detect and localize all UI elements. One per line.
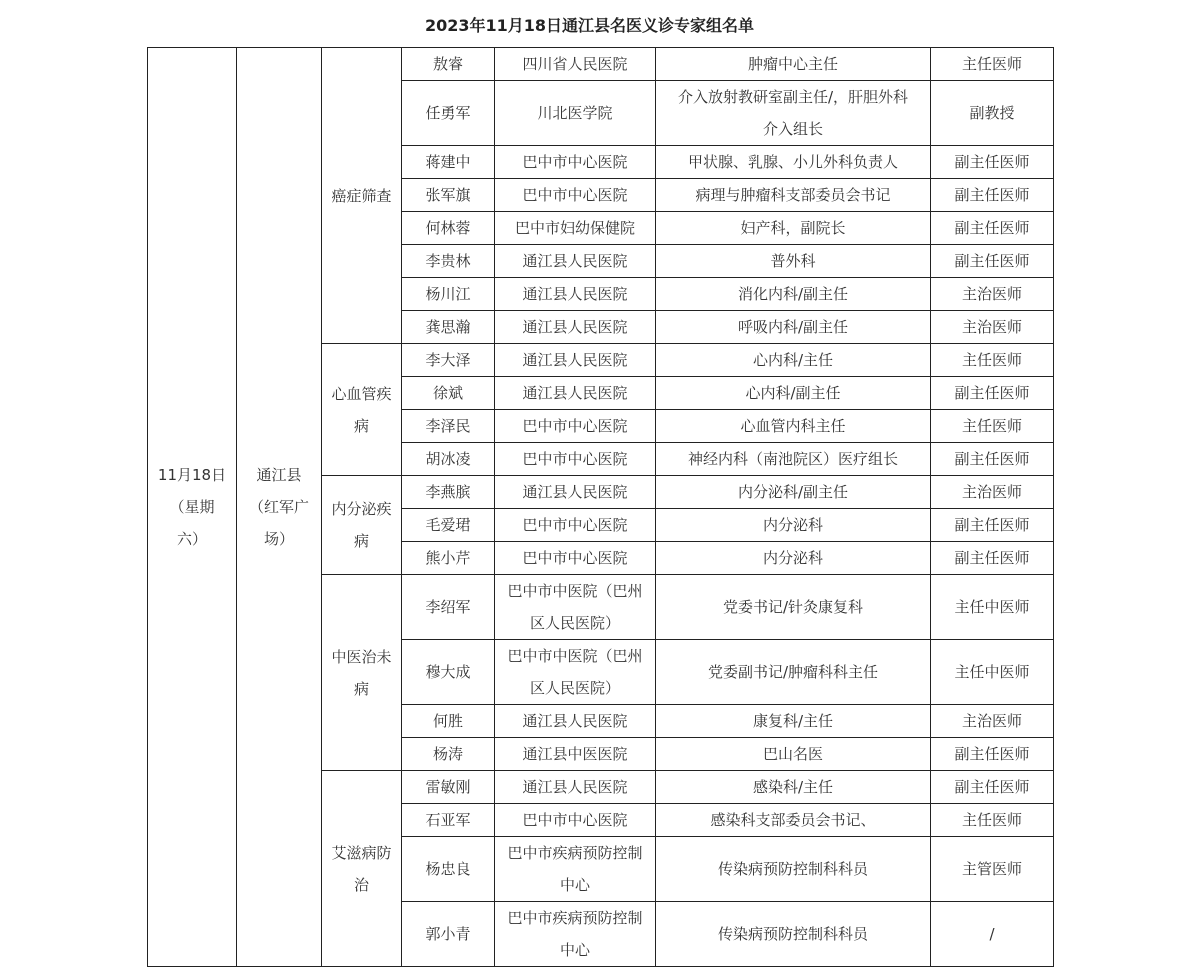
expert-name: 杨涛	[402, 738, 495, 771]
expert-name: 李大泽	[402, 344, 495, 377]
professional-title: 主任医师	[931, 410, 1054, 443]
department-cell-text: 妇产科，副院长	[740, 219, 846, 237]
department-cell	[656, 771, 931, 804]
professional-title: 主任医师	[931, 48, 1054, 81]
hospital-cell	[495, 902, 656, 967]
expert-name: 杨忠良	[402, 837, 495, 902]
department-cell	[656, 575, 931, 640]
department-cell-text: 党委书记/针灸康复科	[722, 598, 864, 616]
hospital-cell-text: 中心	[559, 941, 590, 959]
expert-name: 何胜	[402, 705, 495, 738]
professional-title: 主任医师	[931, 344, 1054, 377]
professional-title: 副主任医师	[931, 377, 1054, 410]
department-cell-text: 巴山名医	[762, 745, 823, 763]
category-cell-text: 内分泌疾	[331, 500, 392, 518]
hospital-cell-text: 巴中市中心医院	[522, 186, 628, 204]
category-cell	[322, 476, 402, 575]
department-cell	[656, 738, 931, 771]
department-cell	[656, 509, 931, 542]
hospital-cell-text: 通江县人民医院	[522, 252, 628, 270]
department-cell	[656, 476, 931, 509]
expert-name: 毛爱珺	[402, 509, 495, 542]
expert-name: 穆大成	[402, 640, 495, 705]
professional-title: 主治医师	[931, 311, 1054, 344]
hospital-cell-text: 巴中市中心医院	[522, 811, 628, 829]
department-cell-text: 呼吸内科/副主任	[737, 318, 849, 336]
expert-name: 何林蓉	[402, 212, 495, 245]
hospital-cell-text: 区人民医院）	[529, 614, 620, 632]
hospital-cell-text: 巴中市中医院（巴州	[507, 582, 643, 600]
category-cell-text: 治	[353, 875, 369, 894]
hospital-cell-text: 中心	[559, 876, 590, 894]
professional-title: /	[931, 902, 1054, 967]
expert-name: 石亚军	[402, 804, 495, 837]
expert-name: 雷敏刚	[402, 771, 495, 804]
professional-title: 主任中医师	[931, 640, 1054, 705]
professional-title: 副主任医师	[931, 245, 1054, 278]
hospital-cell	[495, 837, 656, 902]
department-cell	[656, 542, 931, 575]
department-cell-text: 消化内科/副主任	[737, 285, 849, 303]
expert-name: 熊小芹	[402, 542, 495, 575]
department-cell-text: 感染科支部委员会书记、	[710, 811, 876, 829]
hospital-cell	[495, 804, 656, 837]
department-cell-text: 康复科/主任	[752, 712, 834, 730]
date-cell-text: 11月18日	[157, 466, 227, 484]
hospital-cell-text: 通江县人民医院	[522, 483, 628, 501]
hospital-cell-text: 巴中市中心医院	[522, 516, 628, 534]
department-cell	[656, 179, 931, 212]
department-cell	[656, 443, 931, 476]
hospital-cell	[495, 509, 656, 542]
professional-title: 副教授	[931, 81, 1054, 146]
hospital-cell-text: 通江县人民医院	[522, 351, 628, 369]
department-cell	[656, 278, 931, 311]
hospital-cell	[495, 344, 656, 377]
hospital-cell	[495, 575, 656, 640]
department-cell	[656, 212, 931, 245]
category-cell	[322, 575, 402, 771]
department-cell	[656, 705, 931, 738]
category-cell	[322, 344, 402, 476]
hospital-cell-text: 巴中市疾病预防控制	[507, 909, 643, 927]
hospital-cell-text: 巴中市中心医院	[522, 549, 628, 567]
location-cell-text: 场）	[263, 530, 294, 548]
expert-name: 敖睿	[402, 48, 495, 81]
expert-name: 蒋建中	[402, 146, 495, 179]
hospital-cell	[495, 476, 656, 509]
hospital-cell	[495, 278, 656, 311]
hospital-cell	[495, 245, 656, 278]
hospital-cell	[495, 410, 656, 443]
hospital-cell-text: 巴中市中医院（巴州	[507, 647, 643, 665]
category-cell-text: 艾滋病防	[331, 843, 392, 862]
category-cell-text: 病	[353, 416, 369, 435]
location-cell	[237, 48, 322, 967]
hospital-cell	[495, 705, 656, 738]
expert-name: 杨川江	[402, 278, 495, 311]
hospital-cell-text: 通江县人民医院	[522, 778, 628, 796]
department-cell-text: 介入放射教研室副主任/，肝胆外科	[677, 88, 909, 106]
professional-title: 主治医师	[931, 705, 1054, 738]
professional-title: 副主任医师	[931, 509, 1054, 542]
category-cell	[322, 771, 402, 967]
department-cell-text: 内分泌科/副主任	[737, 483, 849, 501]
professional-title: 主治医师	[931, 476, 1054, 509]
department-cell-text: 甲状腺、乳腺、小儿外科负责人	[687, 153, 898, 171]
expert-name: 任勇军	[402, 81, 495, 146]
hospital-cell-text: 川北医学院	[537, 104, 613, 122]
department-cell-text: 党委副书记/肿瘤科科主任	[707, 663, 879, 681]
hospital-cell	[495, 212, 656, 245]
hospital-cell-text: 巴中市妇幼保健院	[514, 219, 635, 237]
hospital-cell	[495, 640, 656, 705]
category-cell-text: 心血管疾	[331, 384, 392, 403]
department-cell-text: 内分泌科	[762, 516, 823, 534]
expert-name: 徐斌	[402, 377, 495, 410]
department-cell	[656, 81, 931, 146]
expert-name: 李绍军	[402, 575, 495, 640]
professional-title: 主任中医师	[931, 575, 1054, 640]
category-cell-text: 中医治未	[331, 647, 392, 666]
department-cell-text: 病理与肿瘤科支部委员会书记	[695, 186, 891, 204]
page-title: 2023年11月18日通江县名医义诊专家组名单	[424, 16, 755, 35]
department-cell-text: 心内科/副主任	[745, 384, 841, 402]
department-cell	[656, 410, 931, 443]
professional-title: 副主任医师	[931, 738, 1054, 771]
department-cell-text: 普外科	[770, 252, 816, 270]
professional-title: 主任医师	[931, 804, 1054, 837]
date-cell	[148, 48, 237, 967]
date-cell-text: （星期	[169, 498, 215, 516]
location-cell-text: （红军广	[248, 498, 309, 516]
hospital-cell	[495, 771, 656, 804]
department-cell	[656, 377, 931, 410]
hospital-cell	[495, 81, 656, 146]
department-cell	[656, 804, 931, 837]
hospital-cell-text: 通江县人民医院	[522, 285, 628, 303]
hospital-cell-text: 通江县人民医院	[522, 318, 628, 336]
location-cell-text: 通江县	[256, 466, 302, 484]
category-cell-text: 癌症筛查	[331, 186, 392, 205]
department-cell	[656, 146, 931, 179]
hospital-cell	[495, 179, 656, 212]
department-cell-text: 介入组长	[762, 120, 823, 138]
expert-name: 郭小青	[402, 902, 495, 967]
hospital-cell-text: 通江县人民医院	[522, 384, 628, 402]
hospital-cell	[495, 146, 656, 179]
category-cell-text: 病	[353, 532, 369, 550]
expert-name: 张军旗	[402, 179, 495, 212]
hospital-cell-text: 巴中市疾病预防控制	[507, 844, 643, 862]
expert-name: 李燕膑	[402, 476, 495, 509]
professional-title: 主管医师	[931, 837, 1054, 902]
department-cell-text: 内分泌科	[762, 549, 823, 567]
hospital-cell	[495, 738, 656, 771]
hospital-cell-text: 区人民医院）	[529, 679, 620, 697]
department-cell-text: 心内科/主任	[752, 351, 834, 369]
department-cell-text: 神经内科（南池院区）医疗组长	[687, 450, 898, 468]
professional-title: 副主任医师	[931, 179, 1054, 212]
department-cell	[656, 245, 931, 278]
professional-title: 副主任医师	[931, 542, 1054, 575]
hospital-cell	[495, 48, 656, 81]
professional-title: 主治医师	[931, 278, 1054, 311]
expert-name: 李贵林	[402, 245, 495, 278]
hospital-cell	[495, 311, 656, 344]
table-row	[148, 48, 1054, 81]
department-cell	[656, 344, 931, 377]
department-cell-text: 心血管内科主任	[740, 417, 846, 435]
professional-title: 副主任医师	[931, 146, 1054, 179]
category-cell-text: 病	[353, 679, 369, 698]
department-cell	[656, 902, 931, 967]
department-cell-text: 肿瘤中心主任	[747, 55, 838, 73]
hospital-cell-text: 巴中市中心医院	[522, 450, 628, 468]
hospital-cell-text: 巴中市中心医院	[522, 153, 628, 171]
department-cell-text: 传染病预防控制科科员	[717, 860, 868, 878]
hospital-cell	[495, 377, 656, 410]
department-cell	[656, 311, 931, 344]
expert-table	[147, 47, 1054, 967]
department-cell-text: 感染科/主任	[752, 778, 834, 796]
date-cell-text: 六）	[176, 530, 207, 548]
professional-title: 副主任医师	[931, 212, 1054, 245]
professional-title: 副主任医师	[931, 443, 1054, 476]
hospital-cell-text: 巴中市中心医院	[522, 417, 628, 435]
category-cell	[322, 48, 402, 344]
hospital-cell-text: 通江县人民医院	[522, 712, 628, 730]
expert-name: 胡冰凌	[402, 443, 495, 476]
hospital-cell-text: 通江县中医医院	[522, 745, 628, 763]
hospital-cell-text: 四川省人民医院	[522, 55, 628, 73]
hospital-cell	[495, 542, 656, 575]
expert-name: 李泽民	[402, 410, 495, 443]
department-cell	[656, 48, 931, 81]
expert-name: 龚思瀚	[402, 311, 495, 344]
professional-title: 副主任医师	[931, 771, 1054, 804]
hospital-cell	[495, 443, 656, 476]
department-cell	[656, 837, 931, 902]
department-cell-text: 传染病预防控制科科员	[717, 925, 868, 943]
department-cell	[656, 640, 931, 705]
